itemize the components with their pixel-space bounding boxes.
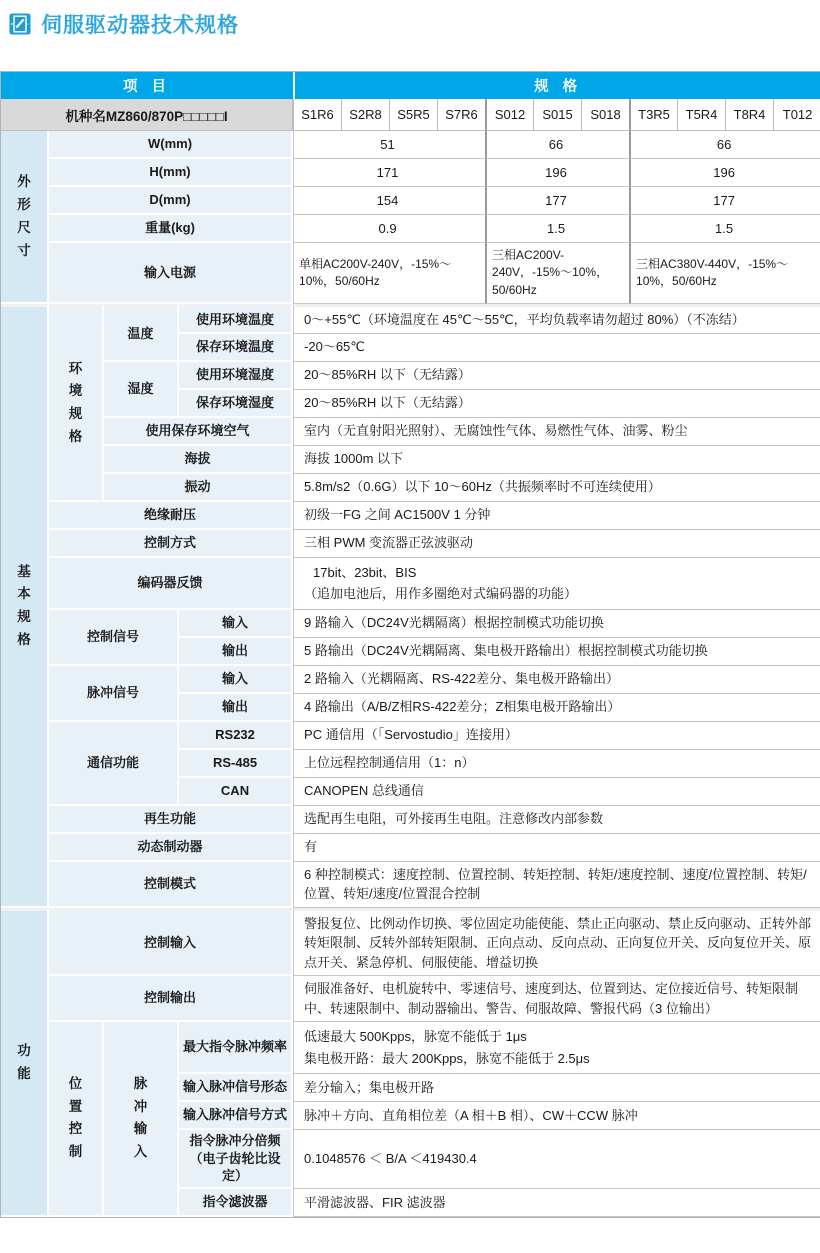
- model-cell: T5R4: [677, 99, 725, 131]
- value-cell: 1.5: [485, 215, 629, 243]
- model-cell: S1R6: [293, 99, 341, 131]
- value-cell: [293, 558, 820, 610]
- value-cell: -20～65℃: [293, 334, 820, 362]
- table-row: [1, 806, 820, 834]
- sub-section-environment: [49, 304, 104, 502]
- row-label-line: 指令脉冲分倍频: [189, 1133, 281, 1149]
- row-label: H(mm): [49, 159, 293, 187]
- table-row: [1, 666, 820, 694]
- row-label: 使用环境温度: [179, 304, 293, 334]
- servo-drive-icon: [9, 13, 31, 35]
- value-cell: 1.5: [629, 215, 820, 243]
- row-label: 海拔: [104, 446, 293, 474]
- row-label: 控制模式: [49, 862, 293, 908]
- value-cell: 初级一FG 之间 AC1500V 1 分钟: [293, 502, 820, 530]
- row-label: 再生功能: [49, 806, 293, 834]
- value-cell: 171: [293, 159, 485, 187]
- value-cell: 5.8m/s2（0.6G）以下 10～60Hz（共振频率时不可连续使用）: [293, 474, 820, 502]
- table-row: [1, 1022, 820, 1074]
- spec-table: [0, 71, 820, 1218]
- row-label: 动态制动器: [49, 834, 293, 862]
- sub-section-position-control: [49, 1022, 104, 1217]
- row-label-communication: 通信功能: [49, 722, 179, 806]
- row-label: 输出: [179, 694, 293, 722]
- model-cell: S015: [533, 99, 581, 131]
- table-row: [1, 362, 820, 390]
- row-label: RS232: [179, 722, 293, 750]
- model-cell: S2R8: [341, 99, 389, 131]
- value-cell: 上位远程控制通信用（1：n）: [293, 750, 820, 778]
- value-cell: 脉冲＋方向、直角相位差（A 相＋B 相）、CW＋CCW 脉冲: [293, 1102, 820, 1130]
- table-row: [1, 159, 820, 187]
- value-cell: 66: [629, 131, 820, 159]
- row-label: 使用保存环境空气: [104, 418, 293, 446]
- row-label: 控制输入: [49, 908, 293, 977]
- model-cell: T3R5: [629, 99, 677, 131]
- row-label: 保存环境温度: [179, 334, 293, 362]
- row-label: [179, 1130, 293, 1189]
- table-row: [1, 502, 820, 530]
- model-cell: S012: [485, 99, 533, 131]
- table-row: [1, 418, 820, 446]
- table-row: [1, 722, 820, 750]
- row-label-control-signal: 控制信号: [49, 610, 179, 666]
- value-cell: 三相AC380V-440V，-15%～10%，50/60Hz: [629, 243, 820, 304]
- table-header-row: [1, 72, 820, 99]
- table-row: [1, 187, 820, 215]
- page-title: 伺服驱动器技术规格: [41, 14, 239, 37]
- value-line: 集电极开路：最大 200Kpps，脉宽不能低于 2.5μs: [304, 1050, 590, 1066]
- value-cell: 20～85%RH 以下（无结露）: [293, 362, 820, 390]
- table-row: [1, 243, 820, 304]
- row-label: 输出: [179, 638, 293, 666]
- value-cell: 有: [293, 834, 820, 862]
- row-label: D(mm): [49, 187, 293, 215]
- value-line: 低速最大 500Kpps，脉宽不能低于 1μs: [304, 1029, 527, 1045]
- row-label: 重量(kg): [49, 215, 293, 243]
- value-cell: 20～85%RH 以下（无结露）: [293, 390, 820, 418]
- table-row: [1, 131, 820, 159]
- row-label: RS-485: [179, 750, 293, 778]
- section-label-text: 基本规格: [17, 563, 31, 648]
- row-label-encoder: 编码器反馈: [49, 558, 293, 610]
- sub-section-label-text: 环境规格: [68, 360, 83, 445]
- value-cell: 三相 PWM 变流器正弦波驱动: [293, 530, 820, 558]
- table-row: [1, 215, 820, 243]
- value-cell: 平滑滤波器、FIR 滤波器: [293, 1189, 820, 1217]
- table-row: [1, 976, 820, 1022]
- value-cell: CANOPEN 总线通信: [293, 778, 820, 806]
- value-cell: 三相AC200V-240V，-15%～10%，50/60Hz: [485, 243, 629, 304]
- model-cell: T8R4: [725, 99, 773, 131]
- value-cell: 6 种控制模式：速度控制、位置控制、转矩控制、转矩/速度控制、速度/位置控制、转矩/位置、转矩/速度/位置混合控制: [293, 862, 820, 908]
- row-label-temperature: 温度: [104, 304, 179, 362]
- value-line: （追加电池后，用作多圈绝对式编码器的功能）: [304, 586, 578, 602]
- section-label-basic-specs: [1, 304, 49, 908]
- section-label-functions: [1, 908, 49, 1217]
- value-cell: 差分输入；集电极开路: [293, 1074, 820, 1102]
- row-label-humidity: 湿度: [104, 362, 179, 418]
- row-label: 指令滤波器: [179, 1189, 293, 1217]
- model-cell: S5R5: [389, 99, 437, 131]
- table-row: [1, 304, 820, 334]
- value-cell: 196: [629, 159, 820, 187]
- model-cell: S7R6: [437, 99, 485, 131]
- row-label: CAN: [179, 778, 293, 806]
- row-label: 控制方式: [49, 530, 293, 558]
- row-label: 输入: [179, 610, 293, 638]
- value-cell: 51: [293, 131, 485, 159]
- header-spec-cell: 规 格: [293, 72, 820, 99]
- model-name-label: 机种名MZ860/870P□□□□□I: [1, 99, 293, 131]
- row-label: 输入脉冲信号形态: [179, 1074, 293, 1102]
- value-cell: 选配再生电阻，可外接再生电阻。注意修改内部参数: [293, 806, 820, 834]
- section-label-text: 功能: [17, 1042, 31, 1081]
- row-label: W(mm): [49, 131, 293, 159]
- table-row: [1, 530, 820, 558]
- value-cell: 0.1048576 ＜ B/A ＜419430.4: [293, 1130, 820, 1189]
- sub-section-label-text: 脉冲输入: [133, 1075, 148, 1160]
- model-cell: S018: [581, 99, 629, 131]
- row-label: 保存环境湿度: [179, 390, 293, 418]
- row-label: 输入: [179, 666, 293, 694]
- table-row: [1, 610, 820, 638]
- value-cell: 海拔 1000m 以下: [293, 446, 820, 474]
- row-label: 控制输出: [49, 976, 293, 1022]
- value-line: 17bit、23bit、BIS: [313, 564, 417, 580]
- row-label: 最大指令脉冲频率: [179, 1022, 293, 1074]
- row-label: 绝缘耐压: [49, 502, 293, 530]
- value-cell: 2 路输入（光耦隔离、RS-422差分、集电极开路输出）: [293, 666, 820, 694]
- model-cell: T012: [773, 99, 820, 131]
- value-cell: 伺服准备好、电机旋转中、零速信号、速度到达、位置到达、定位接近信号、转矩限制中、转速限制中、制动器输出、警告、伺服故障、警报代码（3 位输出）: [293, 976, 820, 1022]
- value-cell: 177: [485, 187, 629, 215]
- sub-section-label-text: 位置控制: [68, 1075, 83, 1160]
- value-cell: 0～+55℃（环境温度在 45℃～55℃，平均负载率请勿超过 80%）（不冻结）: [293, 304, 820, 334]
- table-row: [1, 446, 820, 474]
- value-cell: 警报复位、比例动作切换、零位固定功能使能、禁止正向驱动、禁止反向驱动、正转外部转矩限制、反转外部转矩限制、正向点动、反向点动、正向复位开关、反向复位开关、原点开关、紧急停机、伺服使能、增益切换: [293, 908, 820, 977]
- value-cell: 0.9: [293, 215, 485, 243]
- row-label: 振动: [104, 474, 293, 502]
- value-cell: 154: [293, 187, 485, 215]
- table-row: [1, 834, 820, 862]
- section-label-text: 外形尺寸: [17, 173, 31, 258]
- row-label-line: （电子齿轮比设定）: [189, 1150, 281, 1184]
- table-row: [1, 474, 820, 502]
- value-cell: 室内（无直射阳光照射）、无腐蚀性气体、易燃性气体、油雾、粉尘: [293, 418, 820, 446]
- row-label: 输入脉冲信号方式: [179, 1102, 293, 1130]
- value-cell: 177: [629, 187, 820, 215]
- section-label-dimensions: [1, 131, 49, 304]
- value-cell: 单相AC200V-240V，-15%～10%，50/60Hz: [293, 243, 485, 304]
- table-row: [1, 558, 820, 610]
- row-label-pulse-signal: 脉冲信号: [49, 666, 179, 722]
- title-bar: [0, 0, 820, 39]
- header-item-cell: 项 目: [1, 72, 293, 99]
- value-cell: 9 路输入（DC24V光耦隔离）根据控制模式功能切换: [293, 610, 820, 638]
- value-cell: [293, 1022, 820, 1074]
- value-cell: 196: [485, 159, 629, 187]
- row-label: 输入电源: [49, 243, 293, 304]
- row-label: 使用环境湿度: [179, 362, 293, 390]
- value-cell: 4 路输出（A/B/Z相RS-422差分；Z相集电极开路输出）: [293, 694, 820, 722]
- table-row: [1, 862, 820, 908]
- value-cell: 66: [485, 131, 629, 159]
- table-row: [1, 908, 820, 977]
- model-row: [1, 99, 820, 131]
- value-cell: PC 通信用（「Servostudio」连接用）: [293, 722, 820, 750]
- sub-section-pulse-input: [104, 1022, 179, 1217]
- value-cell: 5 路输出（DC24V光耦隔离、集电极开路输出）根据控制模式功能切换: [293, 638, 820, 666]
